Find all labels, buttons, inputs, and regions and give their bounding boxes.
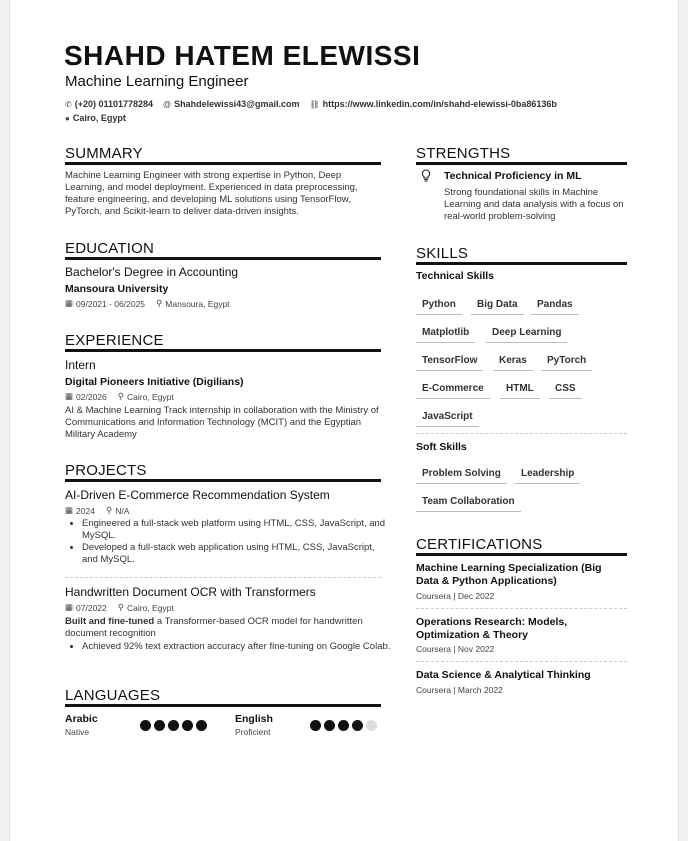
rating-dot-filled (140, 720, 151, 731)
divider (416, 608, 627, 609)
email-text: Shahdelewissi43@gmail.com (174, 99, 300, 109)
certifications-rule (416, 553, 627, 556)
candidate-title: Machine Learning Engineer (65, 73, 249, 90)
list-item: • Engineered a full-stack web platform using HTML, CSS, JavaScript, and MySQL. (82, 518, 392, 542)
contact-row (65, 99, 567, 109)
soft-skills-label: Soft Skills (416, 441, 467, 453)
skill-tag: Pandas (531, 299, 579, 315)
education-rule (65, 257, 381, 260)
skill-tag: Deep Learning (486, 327, 567, 343)
skill-tag: Big Data (471, 299, 524, 315)
projects-rule (65, 479, 381, 482)
skill-tag: HTML (500, 383, 540, 399)
rating-dot-filled (182, 720, 193, 731)
email-contact[interactable] (163, 99, 299, 109)
education-location: Mansoura, Egypt (165, 298, 230, 309)
certification-meta: Coursera | Nov 2022 (416, 644, 495, 654)
location-text: Cairo, Egypt (72, 113, 126, 123)
strengths-rule (416, 162, 627, 165)
certification-meta: Coursera | Dec 2022 (416, 591, 495, 601)
divider (416, 661, 627, 662)
candidate-name: SHAHD HATEM ELEWISSI (64, 40, 421, 71)
education-dates: 09/2021 - 06/2025 (76, 298, 146, 309)
linkedin-contact[interactable] (309, 99, 556, 109)
location-contact (65, 113, 126, 123)
link-icon: ⛓ (309, 99, 320, 109)
summary-text: Machine Learning Engineer with strong expertise in Python, Deep Learning, and model deployment. Experienced in data preprocessing, feature engineering, and developing ML solutions using TensorFlow, PyTorch, and Scikit-learn to deliver data-driven insights. (65, 170, 358, 217)
skills-rule (416, 262, 627, 265)
skill-tag: PyTorch (541, 355, 592, 371)
project-location: Cairo, Egypt (127, 602, 174, 613)
certification-title: Machine Learning Specialization (Big Data & Python Applications) (416, 562, 602, 587)
language-level: Proficient (235, 727, 271, 737)
project-location: N/A (115, 505, 130, 516)
skill-tag: Leadership (515, 468, 580, 484)
certifications-heading: CERTIFICATIONS (416, 536, 543, 553)
location-pin-icon: ⚲ (117, 602, 124, 612)
rating-dot-filled (168, 720, 179, 731)
list-item: • Achieved 92% text extraction accuracy after fine-tuning on Google Colab. (82, 641, 392, 653)
project-intro-rest: a Transformer-based OCR model for handwritten document recognition (65, 616, 363, 639)
rating-dot-filled (352, 720, 363, 731)
project-title: Handwritten Document OCR with Transformers (65, 585, 316, 599)
phone-icon: ✆ (65, 99, 72, 109)
divider (65, 577, 381, 578)
projects-heading: PROJECTS (65, 462, 147, 479)
calendar-icon: ▦ (65, 298, 74, 308)
languages-heading: LANGUAGES (65, 687, 161, 704)
location-pin-icon: ⚲ (117, 391, 124, 401)
experience-date: 02/2026 (76, 391, 107, 402)
skill-tag: E-Commerce (416, 383, 490, 399)
skill-tag: CSS (549, 383, 582, 399)
at-icon: @ (163, 99, 172, 109)
education-meta (65, 298, 233, 309)
project-meta (65, 505, 132, 516)
lightbulb-icon (421, 169, 431, 187)
rating-dot-filled (154, 720, 165, 731)
location-pin-icon: ● (65, 114, 70, 123)
education-school: Mansoura University (65, 283, 169, 295)
strength-title: Technical Proficiency in ML (444, 170, 582, 182)
location-pin-icon: ⚲ (156, 298, 163, 308)
skill-tag: Matplotlib (416, 327, 475, 343)
strength-text: Strong foundational skills in Machine Learning and data analysis with a focus on real-world problem-solving (444, 187, 624, 222)
project-meta (65, 602, 177, 613)
education-heading: EDUCATION (65, 240, 155, 257)
phone-contact (65, 99, 153, 109)
project-bullets (65, 518, 392, 566)
summary-heading: SUMMARY (65, 145, 143, 162)
project-title: AI-Driven E-Commerce Recommendation System (65, 488, 330, 502)
rating-dot-filled (338, 720, 349, 731)
languages-rule (65, 704, 381, 707)
phone-text: (+20) 01101778284 (74, 99, 154, 109)
experience-location: Cairo, Egypt (127, 391, 174, 402)
calendar-icon: ▦ (65, 602, 74, 612)
resume-page (9, 0, 679, 841)
project-intro (65, 616, 380, 640)
rating-dot-filled (196, 720, 207, 731)
skill-tag: Team Collaboration (416, 496, 521, 512)
rating-dot-filled (310, 720, 321, 731)
language-rating (310, 720, 380, 731)
experience-heading: EXPERIENCE (65, 332, 164, 349)
education-degree: Bachelor's Degree in Accounting (65, 265, 239, 279)
project-date: 2024 (76, 505, 95, 516)
experience-meta (65, 391, 177, 402)
strengths-heading: STRENGTHS (416, 145, 511, 162)
experience-rule (65, 349, 381, 352)
calendar-icon: ▦ (65, 505, 74, 515)
calendar-icon: ▦ (65, 391, 74, 401)
skill-tag: Problem Solving (416, 468, 507, 484)
skill-tag: Python (416, 299, 462, 315)
experience-company: Digital Pioneers Initiative (Digilians) (65, 376, 244, 388)
linkedin-text: https://www.linkedin.com/in/shahd-elewissi-0ba86136b (322, 99, 557, 109)
skill-tag: Keras (493, 355, 533, 371)
certification-title: Operations Research: Models, Optimization & Theory (416, 616, 568, 641)
technical-skills-label: Technical Skills (416, 270, 495, 282)
skill-tag: TensorFlow (416, 355, 483, 371)
language-rating (140, 720, 210, 731)
skills-heading: SKILLS (416, 245, 469, 262)
list-item: • Developed a full-stack web application using HTML, CSS, JavaScript, and MySQL. (82, 542, 392, 566)
project-bullets (65, 641, 392, 653)
language-level: Native (65, 727, 90, 737)
summary-rule (65, 162, 381, 165)
skill-tag: JavaScript (416, 411, 479, 427)
certification-title: Data Science & Analytical Thinking (416, 669, 591, 681)
rating-dot-filled (324, 720, 335, 731)
language-name: Arabic (65, 713, 98, 725)
language-name: English (235, 713, 273, 725)
experience-role: Intern (65, 358, 96, 372)
rating-dot-empty (366, 720, 377, 731)
project-date: 07/2022 (76, 602, 107, 613)
divider (416, 433, 627, 434)
project-intro-bold: Built and fine-tuned (65, 616, 155, 627)
certification-meta: Coursera | March 2022 (416, 685, 503, 695)
experience-description: AI & Machine Learning Track internship in collaboration with the Ministry of Communications and Information Technology (MCIT) and the Egyptian Military Academy (65, 405, 379, 440)
location-pin-icon: ⚲ (105, 505, 113, 515)
